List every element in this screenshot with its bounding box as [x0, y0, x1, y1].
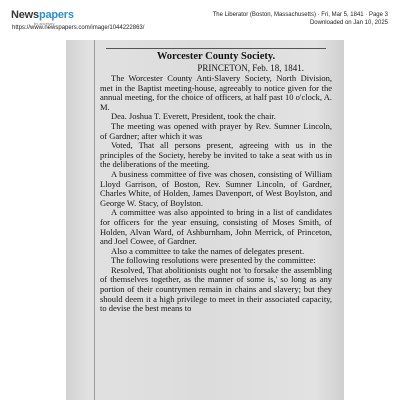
paragraph: Voted, That all persons present, agreeing with us in the principles of the Society, hereby be invited to take a seat with us in the deliberations of the meeting. — [100, 140, 332, 170]
publication-info: The Liberator (Boston, Massachusetts) · Fri, Mar 5, 1841 · Page 3 — [212, 12, 388, 18]
paragraph: Dea. Joshua T. Everett, President, took the chair. — [111, 111, 276, 122]
paragraph: Also a committee to take the names of delegates present. — [111, 245, 305, 256]
column-rule — [94, 40, 95, 400]
newspapers-logo[interactable] — [11, 9, 74, 21]
paragraph: The meeting was opened with prayer by Rev. Sumner Lincoln, of Gardner; after which it was — [100, 120, 332, 141]
page-header — [0, 0, 400, 36]
logo-subtitle: by ancestry — [34, 21, 55, 26]
paragraph: Resolved, That abolitionists ought not 'to forsake the assembling of themselves together, as the manner of some is,' so long as any portion of their countrymen remain in chains and slavery; but they should deem it a high privilege to meet in their associated capacity, to devise the best means to — [100, 264, 332, 314]
citation-block — [213, 11, 388, 27]
logo-main: News — [11, 9, 39, 21]
paragraph: The Worcester County Anti-Slavery Society, North Division, met in the Baptist meeting-house, agreeably to notice given for the annual meeting, for the choice of officers, at half past 10 o'clock, A. M. — [100, 73, 332, 112]
paragraph: The following resolutions were presented by the committee: — [111, 255, 316, 266]
download-date: Downloaded on Jan 10, 2025 — [309, 20, 388, 26]
article-title: Worcester County Society. — [156, 51, 276, 62]
paragraph: A business committee of five was chosen, consisting of William Lloyd Garrison, of Boston, Rev. Sumner Lincoln, of Gardner, Charles White, of Holden, James Davenport, of West Boylston, and George W. Stacy, of Boylston. — [100, 168, 332, 208]
source-url[interactable]: https://www.newspapers.com/image/1044222863/ — [12, 25, 145, 31]
paragraph: A committee was also appointed to bring in a list of candidates for officers for the year ensuing, consisting of Moses Smith, of Holden, Alvan Ward, of Ashburnham, John Merrick, of Princeton, and Joel Cowee, of Gardner. — [100, 207, 332, 247]
newspaper-clipping — [66, 40, 344, 400]
article-body — [100, 50, 332, 314]
logo-accent: papers — [38, 9, 74, 21]
article-dateline: PRINCETON, Feb. 18, 1841. — [197, 63, 304, 73]
top-divider — [106, 48, 326, 49]
